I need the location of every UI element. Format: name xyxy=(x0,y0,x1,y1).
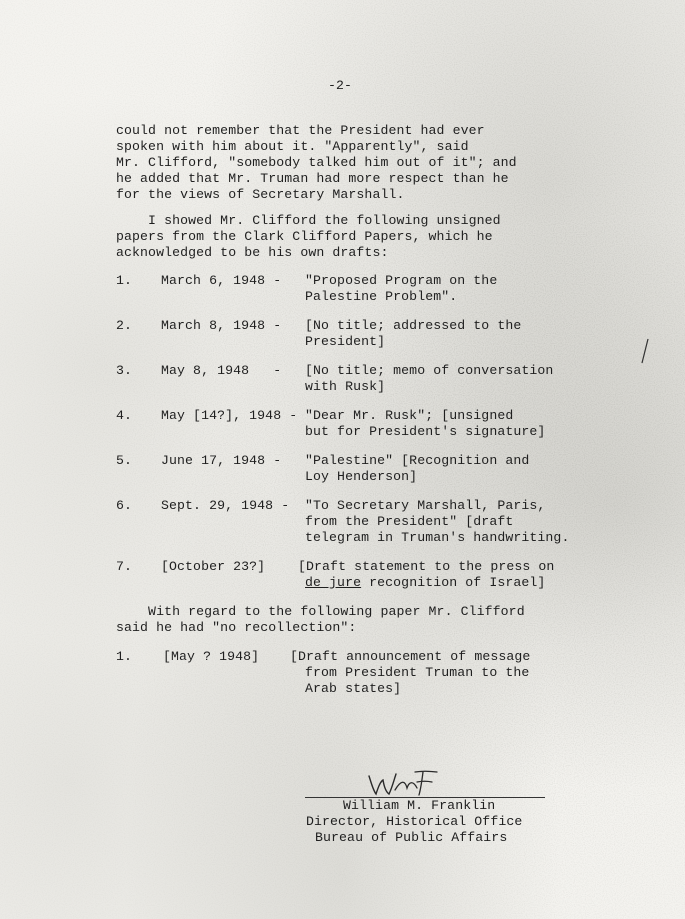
text-line: acknowledged to be his own drafts: xyxy=(116,245,389,260)
item-description: with Rusk] xyxy=(305,379,386,394)
item-description: President] xyxy=(305,334,386,349)
item-description-rest: recognition of Israel] xyxy=(361,575,546,590)
text-line: he added that Mr. Truman had more respect than he xyxy=(116,171,509,186)
underlined-term: de jure xyxy=(305,575,362,590)
signatory-name: William M. Franklin xyxy=(343,798,496,813)
text-line: said he had "no recollection": xyxy=(116,620,357,635)
handwritten-initials-signature xyxy=(365,768,445,800)
item-date: May [14?], 1948 - xyxy=(161,408,298,423)
item-description: [No title; memo of conversation xyxy=(305,363,554,378)
item-description: [Draft announcement of message xyxy=(290,649,531,664)
item-description: Palestine Problem". xyxy=(305,289,458,304)
item-date: May 8, 1948 - xyxy=(161,363,282,378)
signatory-bureau: Bureau of Public Affairs xyxy=(315,830,508,845)
item-date: [October 23?] xyxy=(161,559,266,574)
item-date: June 17, 1948 - xyxy=(161,453,282,468)
item-date: March 8, 1948 - xyxy=(161,318,282,333)
page-number: -2- xyxy=(328,78,353,93)
item-number: 3. xyxy=(116,363,133,378)
item-number: 6. xyxy=(116,498,133,513)
item-date: Sept. 29, 1948 - xyxy=(161,498,290,513)
text-line: With regard to the following paper Mr. Clifford xyxy=(116,604,525,619)
item-number: 1. xyxy=(116,649,133,664)
text-line: for the views of Secretary Marshall. xyxy=(116,187,405,202)
item-description: [Draft statement to the press on xyxy=(298,559,555,574)
item-description: "Proposed Program on the xyxy=(305,273,498,288)
item-date: March 6, 1948 - xyxy=(161,273,282,288)
text-line: Mr. Clifford, "somebody talked him out of it"; and xyxy=(116,155,517,170)
item-description: from the President" [draft xyxy=(305,514,514,529)
item-description: "To Secretary Marshall, Paris, xyxy=(305,498,546,513)
item-number: 5. xyxy=(116,453,133,468)
item-description: "Dear Mr. Rusk"; [unsigned xyxy=(305,408,514,423)
item-description: Loy Henderson] xyxy=(305,469,418,484)
item-description: from President Truman to the xyxy=(305,665,530,680)
item-number: 4. xyxy=(116,408,133,423)
item-date: [May ? 1948] xyxy=(163,649,260,664)
item-description: Arab states] xyxy=(305,681,402,696)
item-description: telegram in Truman's handwriting. xyxy=(305,530,570,545)
item-description: [No title; addressed to the xyxy=(305,318,522,333)
text-line: papers from the Clark Clifford Papers, which he xyxy=(116,229,493,244)
item-number: 7. xyxy=(116,559,133,574)
item-number: 1. xyxy=(116,273,133,288)
margin-mark xyxy=(640,338,650,364)
item-number: 2. xyxy=(116,318,133,333)
signatory-title: Director, Historical Office xyxy=(306,814,523,829)
text-line: could not remember that the President had ever xyxy=(116,123,485,138)
item-description xyxy=(305,575,545,591)
item-description: "Palestine" [Recognition and xyxy=(305,453,530,468)
text-line: I showed Mr. Clifford the following unsigned xyxy=(116,213,501,228)
item-description: but for President's signature] xyxy=(305,424,546,439)
text-line: spoken with him about it. "Apparently", said xyxy=(116,139,469,154)
